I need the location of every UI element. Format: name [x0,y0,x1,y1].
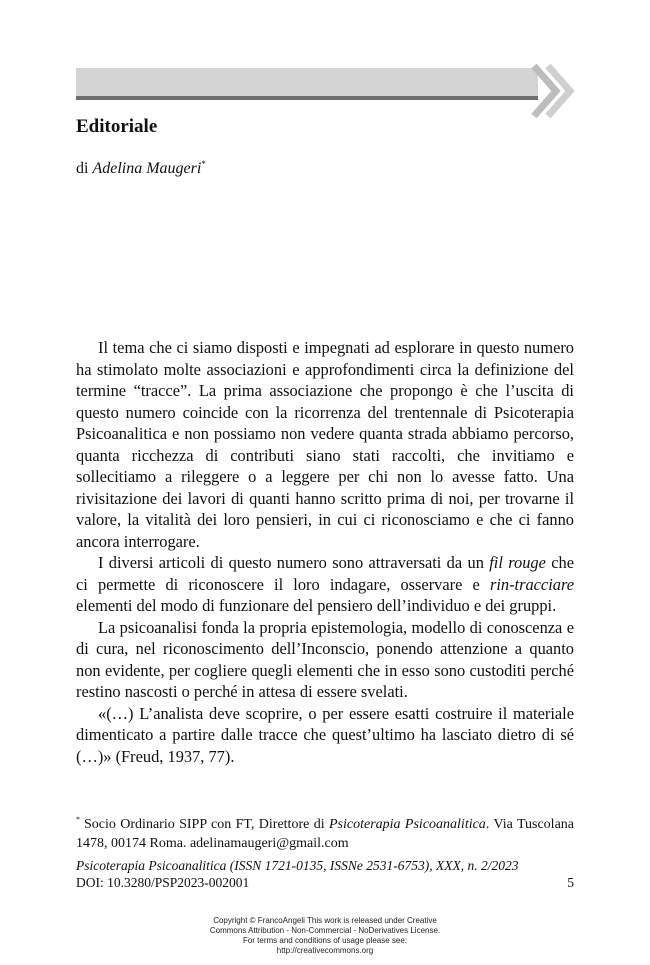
footnote-text: Socio Ordinario SIPP con FT, Direttore di [84,817,329,832]
byline [76,159,206,178]
paragraph-text: elementi del modo di funzionare del pensiero dell’individuo e dei gruppi. [76,596,557,615]
author-name: Adelina Maugeri [92,160,202,177]
journal-citation: Psicoterapia Psicoanalitica (ISSN 1721-0135, ISSNe 2531-6753), XXX, n. 2/2023 [76,858,519,873]
author-footnote-mark: * [201,159,206,169]
license-link[interactable]: http://creativecommons.org [276,946,374,955]
footnote-text: . Via Tuscolana 1478, 00174 Roma. adelinamaugeri@gmail.com [76,817,574,851]
chevron-decoration-icon [530,62,580,120]
paragraph-text: I diversi articoli di questo numero sono attraversati da un [98,553,490,572]
license-line: For terms and conditions of usage please see: [242,936,408,945]
license-notice [150,916,500,956]
header-bar [76,68,538,100]
paragraph: Il tema che ci siamo disposti e impegnati ad esplorare in questo numero ha stimolato molte associazioni e approfondimenti circa la definizione del termine “tracce”. La prima associazione che propongo è che l’uscita di questo numero coincide con la ricorrenza del trentennale di Psicoterapia Psicoanalitica e non possiamo non vedere quanta strada abbiamo percorso, quanta ricchezza di contributi siano stati raccolti, che invitiamo e sollecitiamo a rileggere o a leggere per chi non lo avesse fatto. Una rivisitazione dei lavori di quanti hanno scritto prima di noi, per trovarne il valore, la vitalità dei loro pensieri, in cui ci riconosciamo e che ci fanno ancora interrogare. [76,338,574,551]
paragraph-text: che ci permette di riconoscere il loro indagare, osservare e [76,553,575,594]
emphasis-rin-tracciare: rin-tracciare [489,574,574,594]
doi: DOI: 10.3280/PSP2023-002001 [76,875,250,890]
page-number: 5 [567,875,574,890]
paragraph: La psicoanalisi fonda la propria epistemologia, modello di conoscenza e di cura, nel riconoscimento dell’Inconscio, ponendo attenzione a quanto non evidente, per cogliere quegli elementi che in esso sono custoditi perché restino nascosti o perché in attesa di essere svelati. [76,617,574,701]
footnote-journal-name: Psicoterapia Psicoanalitica [329,817,486,832]
article-title: Editoriale [76,116,158,137]
emphasis-fil-rouge: fil rouge [489,553,546,572]
paragraph [76,552,574,617]
byline-prefix: di [76,160,89,177]
paragraph: «(…) L’analista deve scoprire, o per essere esatti costruire il materiale dimenticato a partire dalle tracce che quest’ultimo ha lasciato dietro di sé (…)» (Freud, 1937, 77). [76,703,574,766]
license-line: Copyright © FrancoAngeli This work is released under Creative [213,916,437,925]
journal-info [76,857,574,891]
footnote-mark: * [76,815,80,824]
author-footnote [76,810,574,853]
article-body [76,337,574,767]
license-line: Commons Attribution - Non-Commercial - NoDerivatives License. [209,926,441,935]
